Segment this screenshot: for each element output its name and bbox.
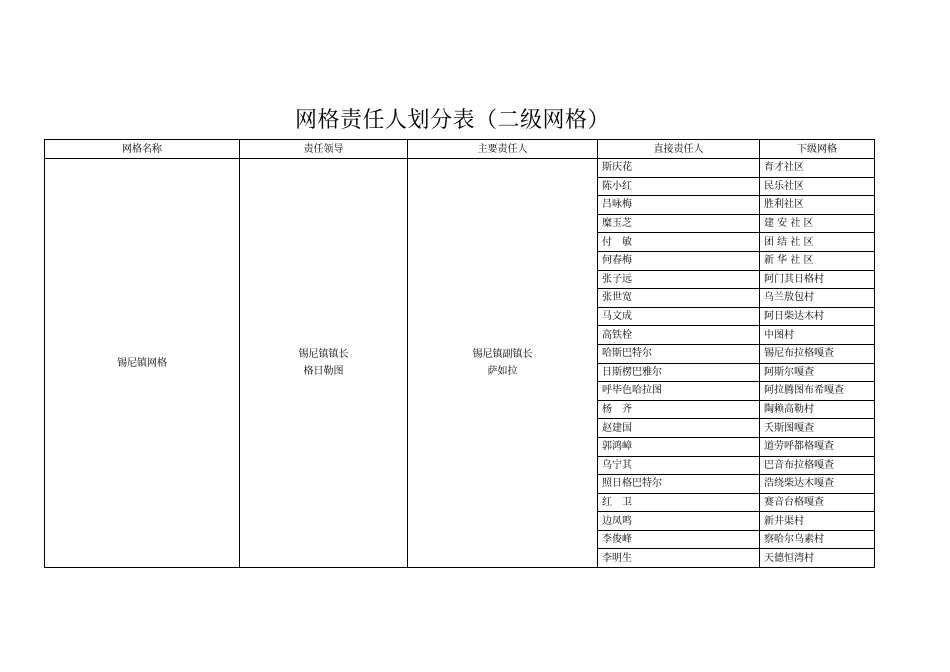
direct-person-cell: 杨 齐 <box>598 400 760 419</box>
direct-person-cell: 红 卫 <box>598 493 760 512</box>
header-direct-person: 直接责任人 <box>598 140 760 159</box>
header-sub-grid: 下级网格 <box>760 140 875 159</box>
main-person-cell <box>408 159 598 568</box>
responsibility-table <box>44 139 875 568</box>
direct-person-cell: 日斯楞巴雅尔 <box>598 363 760 382</box>
direct-person-cell: 照日格巴特尔 <box>598 475 760 494</box>
sub-grid-cell: 团 结 社 区 <box>760 233 875 252</box>
sub-grid-cell: 道劳呼都格嘎查 <box>760 437 875 456</box>
sub-grid-cell: 察哈尔乌素村 <box>760 530 875 549</box>
header-main-person: 主要责任人 <box>408 140 598 159</box>
leader-name: 格日勒图 <box>303 366 344 378</box>
direct-person-cell: 付 敏 <box>598 233 760 252</box>
direct-person-cell: 哈斯巴特尔 <box>598 344 760 363</box>
direct-person-cell: 乌宁其 <box>598 456 760 475</box>
direct-person-cell: 赵建国 <box>598 419 760 438</box>
direct-person-cell: 何春梅 <box>598 251 760 270</box>
sub-grid-cell: 乌兰敖包村 <box>760 289 875 308</box>
direct-person-cell: 张子远 <box>598 270 760 289</box>
table-row <box>45 159 875 178</box>
sub-grid-cell: 民乐社区 <box>760 177 875 196</box>
sub-grid-cell: 建 安 社 区 <box>760 214 875 233</box>
sub-grid-cell: 新 华 社 区 <box>760 251 875 270</box>
sub-grid-cell: 阿日柴达木村 <box>760 307 875 326</box>
sub-grid-cell: 夭斯图嘎查 <box>760 419 875 438</box>
header-leader: 责任领导 <box>240 140 408 159</box>
direct-person-cell: 张世宽 <box>598 289 760 308</box>
grid-name-cell: 锡尼镇网格 <box>45 159 240 568</box>
sub-grid-cell: 阿门其日格村 <box>760 270 875 289</box>
sub-grid-cell: 天德恒湾村 <box>760 549 875 568</box>
direct-person-cell: 郭鸿嶂 <box>598 437 760 456</box>
direct-person-cell: 斯庆花 <box>598 159 760 178</box>
sub-grid-cell: 阿斯尔嘎查 <box>760 363 875 382</box>
sub-grid-cell: 陶赖高勒村 <box>760 400 875 419</box>
direct-person-cell: 陈小红 <box>598 177 760 196</box>
direct-person-cell: 高铁栓 <box>598 326 760 345</box>
leader-cell <box>240 159 408 568</box>
sub-grid-cell: 浩绕柴达木嘎查 <box>760 475 875 494</box>
page-title: 网格责任人划分表（二级网格） <box>294 108 610 133</box>
direct-person-cell: 李明生 <box>598 549 760 568</box>
leader-title: 锡尼镇镇长 <box>298 349 349 361</box>
direct-person-cell: 呼毕色哈拉图 <box>598 382 760 401</box>
sub-grid-cell: 巴音布拉格嘎查 <box>760 456 875 475</box>
direct-person-cell: 吕咏梅 <box>598 196 760 215</box>
table-body <box>45 159 875 568</box>
table-header-row <box>45 140 875 159</box>
sub-grid-cell: 胜利社区 <box>760 196 875 215</box>
direct-person-cell: 边凤鸣 <box>598 512 760 531</box>
sub-grid-cell: 新井渠村 <box>760 512 875 531</box>
main-person-title: 锡尼镇副镇长 <box>472 349 533 361</box>
main-person-name: 萨如拉 <box>487 366 518 378</box>
direct-person-cell: 糜玉芝 <box>598 214 760 233</box>
sub-grid-cell: 阿拉腾图布希嘎查 <box>760 382 875 401</box>
direct-person-cell: 马文成 <box>598 307 760 326</box>
sub-grid-cell: 中图村 <box>760 326 875 345</box>
direct-person-cell: 李俊峰 <box>598 530 760 549</box>
sub-grid-cell: 锡尼布拉格嘎查 <box>760 344 875 363</box>
sub-grid-cell: 育才社区 <box>760 159 875 178</box>
sub-grid-cell: 赛音台格嘎查 <box>760 493 875 512</box>
header-grid-name: 网格名称 <box>45 140 240 159</box>
